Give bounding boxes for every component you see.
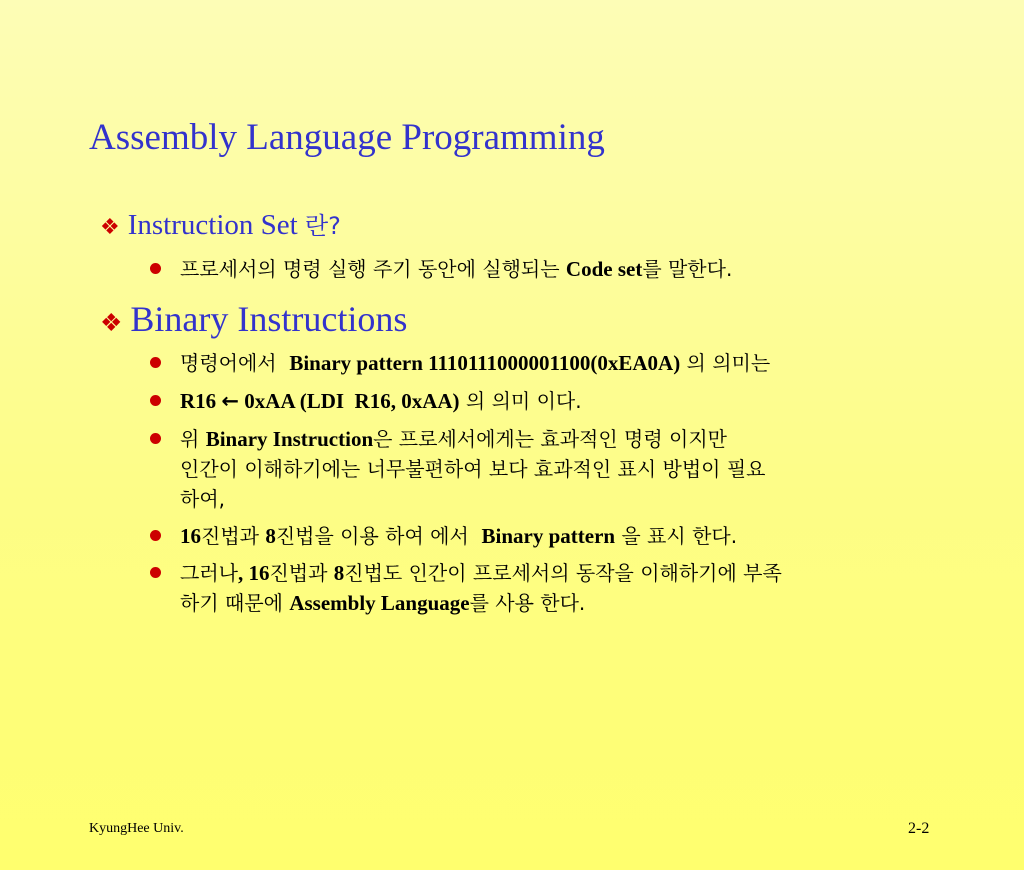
round-bullet-icon xyxy=(150,567,161,578)
heading-text: Binary Instructions xyxy=(130,299,408,339)
bullet-bold: R16 xyxy=(180,389,222,413)
bullet-text: 은 프로세서에게는 효과적인 명령 이지만 xyxy=(373,427,727,451)
bullet-bold: 0xAA (LDI R16, 0xAA) xyxy=(239,389,460,413)
list-item xyxy=(150,558,950,618)
slide-title: Assembly Language Programming xyxy=(89,117,605,158)
round-bullet-icon xyxy=(150,433,161,444)
section-heading-binary-instructions xyxy=(100,298,407,340)
left-arrow-icon: ← xyxy=(221,389,240,413)
list-item xyxy=(150,386,950,416)
bullet-text: 그러나 xyxy=(180,561,238,585)
page-number: 2-2 xyxy=(908,820,930,837)
footer-university: KyungHee Univ. xyxy=(89,821,184,836)
list-item xyxy=(150,424,950,514)
bullet-bold: Binary pattern xyxy=(481,524,616,548)
bullet-text: 인간이 이해하기에는 너무불편하여 보다 효과적인 표시 방법이 필요 xyxy=(180,457,766,481)
heading-text: Instruction Set xyxy=(127,209,305,241)
round-bullet-icon xyxy=(150,263,161,274)
round-bullet-icon xyxy=(150,530,161,541)
bullet-bold: 8 xyxy=(333,561,345,585)
bullet-text: 프로세서의 명령 실행 주기 동안에 실행되는 xyxy=(180,257,566,281)
list-item xyxy=(150,521,950,551)
diamond-bullet-icon: ❖ xyxy=(100,214,120,239)
bullet-text: 명령어에서 xyxy=(180,351,290,375)
diamond-bullet-icon: ❖ xyxy=(100,310,123,337)
bullet-text: 를 사용 한다. xyxy=(469,591,586,615)
round-bullet-icon xyxy=(150,395,161,406)
bullet-text: 진법과 xyxy=(201,524,266,548)
bullet-text: 진법을 이용 하여 에서 xyxy=(275,524,482,548)
bullet-bold: 16 xyxy=(180,524,201,548)
round-bullet-icon xyxy=(150,357,161,368)
bullet-text: 하여, xyxy=(180,487,225,511)
bullet-text: 진법도 인간이 프로세서의 동작을 이해하기에 부족 xyxy=(344,561,782,585)
bullet-text: 하기 때문에 xyxy=(180,591,290,615)
bullet-bold: , 16 xyxy=(237,561,270,585)
bullet-bold: Binary pattern 1110111000001100(0xEA0A) xyxy=(289,351,681,375)
bullet-bold: Binary Instruction xyxy=(205,427,374,451)
bullet-text: 위 xyxy=(180,427,206,451)
heading-korean: 란? xyxy=(304,212,341,240)
bullet-text: 을 표시 한다. xyxy=(615,524,738,548)
list-item xyxy=(150,254,950,284)
bullet-bold: Code set xyxy=(565,257,643,281)
bullet-text: 의 의미는 xyxy=(680,351,771,375)
bullet-bold: Assembly Language xyxy=(289,591,470,615)
bullet-bold: 8 xyxy=(265,524,276,548)
list-item xyxy=(150,348,950,378)
bullet-text: 를 말한다. xyxy=(642,257,733,281)
bullet-text: 진법과 xyxy=(269,561,334,585)
bullet-text: 의 의미 이다. xyxy=(459,389,582,413)
section-heading-instruction-set xyxy=(100,206,341,242)
